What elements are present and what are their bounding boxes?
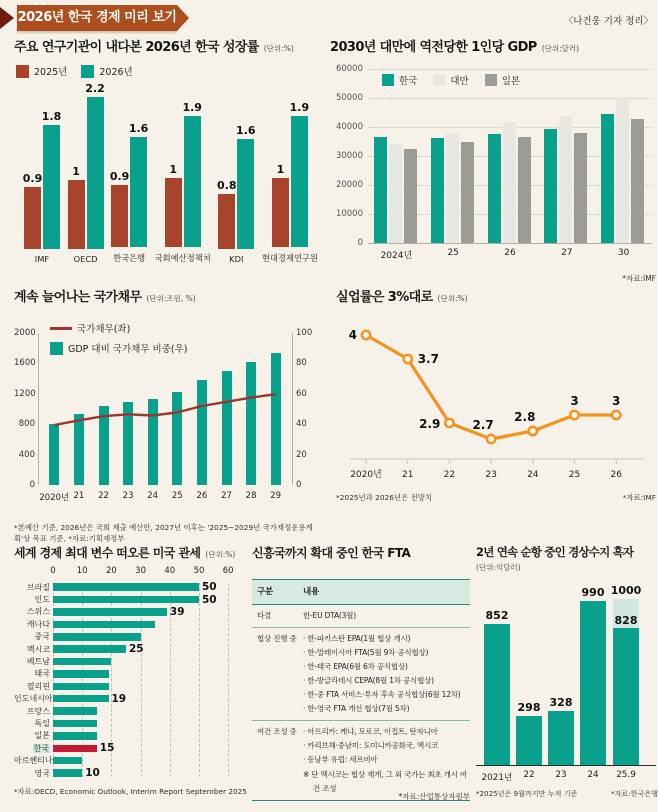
x-tick-label: 60 [222,566,234,576]
bar [109,169,130,247]
legend-label: 국가채무(좌) [77,324,131,335]
y-tick-label-left: 800 [18,419,35,430]
section-head [336,286,656,305]
bar-total-label: 328 [549,695,573,709]
footnote: *2025년과 2026년은 전망치 [336,493,432,502]
legend-item [382,73,417,87]
bar-value-label: 1.9 [182,100,202,114]
legend [382,73,520,87]
content-note: ※ 단 멕시코는 협상 재개, 그 외 국가는 최초 개시 여건 조성 [303,770,467,793]
bar [484,624,510,765]
point-value-label: 3.7 [417,352,439,366]
bar [53,645,126,653]
column-header: 구분 [257,587,274,597]
country-label: 브라질 [26,582,50,592]
point-value-label: 2.9 [419,417,441,431]
fta-table [252,579,470,801]
section-current-account [476,544,658,799]
data-point-marker [445,419,453,427]
page-title: 2026년 한국 경제 미리 보기 [17,5,177,31]
x-tick-label: 25 [171,491,183,501]
table-header-row [252,580,470,605]
bar-value-label: 1.6 [236,123,256,137]
legend-label: GDP 대비 국가채무 비중(우) [68,344,188,355]
legend-label: 한국 [399,76,418,87]
bar [574,133,587,244]
legend [16,64,326,78]
point-value-label: 3 [612,394,621,408]
bar [488,134,501,243]
legend-label: 대만 [450,76,469,87]
section-title: 세계 경제 최대 변수 떠오른 미국 관세 [14,546,201,560]
tariff-row [14,730,246,742]
y-tick-label-right: 20 [296,449,307,460]
data-point-marker [570,411,578,419]
legend-swatch [50,342,63,355]
bar [272,163,289,247]
country-label: 필리핀 [26,681,50,691]
tariff-row [14,754,246,766]
bar [631,119,644,243]
baseline [476,765,656,766]
x-tick-label: 40 [164,566,176,576]
legend-item [50,321,130,335]
bar-group [261,100,318,264]
tariff-row [14,655,246,667]
gridline [368,98,652,99]
content-item: · 한-파키스탄 EPA(1월 협상 개시) [303,634,411,643]
bar-group [109,121,149,264]
legend-swatch [81,65,94,78]
y-tick-label-left: 2000 [14,328,36,338]
country-label: 멕시코 [26,644,50,654]
bar [53,670,109,678]
x-tick-label: 24 [527,470,539,480]
bar [53,683,109,691]
growth-chart [14,64,326,264]
bar [503,122,516,243]
bar [544,129,557,243]
category-label: 한국은행 [113,253,146,263]
bar [461,142,474,243]
bar [559,116,572,243]
category-label: KDI [229,254,244,264]
bar [85,82,105,249]
bar [53,720,97,728]
x-tick-label: 30 [617,248,630,258]
x-tick-label: 2024년 [380,251,413,261]
bar-pair [22,109,62,249]
gridline [368,69,652,70]
x-tick-label: 23 [485,470,497,480]
unit-label: (단위:억달러) [476,563,521,572]
table-row [252,628,470,721]
gridline [368,243,652,244]
bar-group [22,109,62,264]
legend-label: 2026년 [99,67,133,78]
bar [53,658,111,666]
bar-value-label: 1.6 [128,121,149,135]
tariff-chart [14,566,246,779]
bar-value-label: 50 [202,581,217,594]
tariff-rows [14,581,246,779]
tariff-row [14,631,246,643]
tariff-row [14,767,246,779]
section-title: 주요 연구기관이 내다본 2026년 한국 성장률 [14,40,259,55]
bar [53,732,97,740]
section-head [14,286,326,305]
x-tick-label: 2021년 [481,773,513,783]
bar-value-label: 10 [85,767,100,780]
x-tick-label: 29 [270,491,282,501]
x-tick-label: 22 [523,770,535,780]
country-label: 태국 [34,669,50,679]
legend-item [81,64,132,78]
x-tick-label: 26 [196,491,208,501]
x-tick-label: 50 [193,566,205,576]
x-tick-label: 25 [568,470,581,480]
section-national-debt [14,286,326,544]
x-tick-label: 23 [122,491,134,501]
bar-value-label: 0.8 [217,178,237,192]
bar-total-label: 852 [485,608,509,622]
content-item: · 카리브해·중남미: 도미니카공화국, 멕시코 [303,741,439,750]
legend-item [433,73,468,87]
bar [128,121,149,247]
bar-value-label: 2.2 [85,82,105,96]
tariff-row [14,680,246,692]
section-title: 계속 늘어나는 국가채무 [14,290,142,305]
data-point-marker [529,427,537,435]
table-row [252,605,470,628]
country-label: 스위스 [26,607,50,617]
y-tick-label-right: 0 [296,480,302,490]
unit-label: (단위:%) [205,550,236,559]
current-account-chart [476,575,658,783]
bar-value-label: 0.9 [109,169,130,183]
y-tick-label: 0 [357,238,363,248]
page-banner [0,5,200,32]
x-tick-label: 26 [610,470,622,480]
bar [53,745,97,753]
legend-item [50,341,187,355]
y-tick-label-right: 80 [296,358,307,369]
bar [68,165,85,249]
bar [446,133,459,243]
section-head [14,36,326,55]
bar [53,695,109,703]
row-label: 협상 진행 중 [257,634,297,643]
data-point-marker [404,355,412,363]
bar-value-label: 1 [72,165,80,178]
country-label [14,743,53,754]
x-tick-label: 27 [561,248,573,258]
bar-pair [272,100,310,247]
y-tick-label: 10000 [335,209,363,219]
bar-value-label: 1.9 [289,100,310,114]
section-title: 실업률은 3%대로 [336,290,433,305]
bar [165,163,182,247]
x-tick-label: 23 [555,770,567,780]
country-label: 아르헨티나 [14,756,53,766]
category-label: 현대경제연구원 [261,253,318,263]
bar-value-label: 1 [276,163,285,176]
point-value-label: 2.8 [514,410,536,424]
x-tick-label: 30 [135,566,146,576]
tariff-row [14,705,246,717]
bar [516,716,542,766]
footnote: *2025년은 9월까지만 누적 기준 [476,789,578,798]
tariff-row [14,606,246,618]
bar [53,621,155,629]
section-fta [252,544,470,802]
tariff-row [14,717,246,729]
bar [548,711,574,765]
x-tick-label: 22 [443,470,456,480]
bar-pair [68,82,105,249]
country-label: 인도네시아 [14,694,53,704]
bar-group [217,123,256,264]
data-point-marker [362,331,370,339]
banner-chevron-icon [0,7,14,29]
y-tick-label-left: 1600 [14,358,36,369]
category-label: OECD [73,254,98,264]
bar-value-label: 50 [202,593,217,606]
section-title: 신흥국까지 확대 중인 한국 FTA [252,546,411,560]
bar [518,137,531,243]
section-head [14,544,246,561]
row-content [303,632,470,716]
category-label: 국회예산정책처 [154,253,211,263]
row-content [303,725,470,796]
bar-value-label: 828 [614,613,638,627]
unit-label: (단위:달러) [541,44,580,53]
bar [601,114,614,243]
legend-line-swatch [50,327,72,330]
x-tick-label: 24 [587,770,599,780]
y-tick-label: 30000 [335,151,363,161]
point-value-label: 3 [570,394,579,408]
unemployment-svg [336,307,652,485]
tariff-row [14,593,246,605]
content-item: 한-EU DTA(3월) [303,611,356,620]
content-item: · 한-방글라데시 CEPA(8월 1차 공식협상) [303,676,434,685]
content-item: · 한-영국 FTA 개선 협상(7월 5차) [303,704,410,713]
bar [613,628,639,765]
y-tick-label-right: 40 [296,419,307,430]
y-tick-label-left: 400 [18,449,35,460]
section-title: 2년 연속 순항 중인 경상수지 흑자 [476,545,634,559]
bar-total-label: 990 [581,585,605,599]
x-tick-label: 27 [221,491,232,501]
source-label: *자료:한국은행 [610,789,658,798]
section-unemployment [336,286,656,504]
bar [182,100,202,247]
content-item: · 한-중 FTA 서비스·투자 후속 공식협상(6월 12차) [303,690,461,699]
bar [289,100,310,247]
section-head [330,36,656,55]
x-tick-label: 25.9 [616,770,636,780]
growth-plot [14,82,326,264]
category-label: IMF [34,254,50,264]
bar [22,171,43,249]
y-tick-label-right: 100 [296,328,313,338]
bar [53,608,167,616]
bar [616,97,629,243]
bar-total-label: 1000 [610,584,642,597]
bar-pair [109,121,149,247]
table-row [252,721,470,801]
tariff-row [14,581,246,593]
bar-value-label: 0.9 [22,171,43,185]
x-tick-label: 26 [504,248,516,258]
fta-table-body [252,579,470,801]
bar [404,149,417,243]
country-label: 프랑스 [26,706,50,716]
country-label: 일본 [34,731,50,741]
x-tick-label: 24 [147,491,159,501]
unit-label: (단위:조원, %) [146,294,196,303]
legend-swatch [16,65,29,78]
unemployment-chart [336,307,656,485]
section-gdp-per-capita [330,36,656,284]
debt-line [54,394,275,425]
x-tick-label: 20 [105,566,117,576]
y-tick-label-left: 0 [29,480,35,490]
bar [389,144,402,243]
tariff-row [14,742,246,754]
y-tick-label-left: 1200 [14,388,36,399]
bar-group [154,100,211,264]
bar [236,123,256,249]
country-label: 독일 [34,718,50,728]
footnote: *본예산 기준, 2026년은 국회 제출 예산안, 2027년 이후는 '2025~2029년 국가재정운용계획'상 목표 기준, *자료:기획재정부 [14,523,313,543]
country-label: 캐나다 [26,619,50,629]
legend-label: 2025년 [34,67,68,78]
bar-pair [165,100,202,247]
legend-swatch [382,74,394,86]
x-tick-label: 21 [401,470,414,480]
section-head [476,544,658,560]
country-label: 인도 [34,595,50,605]
source-label: *자료:IMF [622,493,656,502]
content-item: · 아프리카: 케냐, 모로코, 이집트, 탄자니아 [303,727,438,736]
data-point-marker [487,435,495,443]
content-item: · 동남부 유럽: 세르비아 [303,755,378,764]
y-tick-label: 20000 [335,180,363,190]
bar-pair [217,123,256,249]
tariff-row [14,643,246,655]
gdp-chart [330,61,656,273]
bar [374,137,387,243]
section-head [252,544,470,561]
unit-label: (단위:%) [263,44,294,53]
x-tick-label: 22 [98,491,109,501]
bar-value-label: 19 [111,692,127,705]
row-content [303,609,470,623]
point-value-label: 2.7 [472,418,494,432]
bar [431,138,444,243]
point-value-label: 4 [348,328,357,342]
bar-value-label: 1 [169,163,178,176]
x-tick-label: 2020년 [39,493,70,503]
country-label: 베트남 [26,657,50,667]
bar-value-label: 1.8 [41,109,62,123]
bar-value-label: 25 [129,643,144,656]
bar [53,633,141,641]
banner-arrow-icon [177,5,189,31]
bar [53,596,199,604]
content-item: · 한-말레이시아 FTA(5월 9차 공식협상) [303,648,429,657]
source-label: *자료:OECD, Economic Outlook, Interim Report September 2025 [14,787,247,797]
x-tick-label: 21 [73,491,85,501]
content-item: · 한-태국 EPA(6월 6차 공식협상) [303,662,408,671]
bar-total-label: 298 [517,700,541,714]
section-title: 2030년 대만에 역전당한 1인당 GDP [330,40,537,55]
row-label: 타결 [257,611,272,620]
bar [53,757,82,765]
bar-value-label: 15 [99,742,115,755]
bar-group [68,82,105,264]
debt-chart [14,309,326,523]
legend-swatch [485,74,497,86]
data-point-marker [612,411,620,419]
bar-value-label: 39 [169,605,185,618]
section-us-tariffs [14,544,246,798]
bar [53,707,97,715]
highlighted-country-label: 한국 [33,743,49,753]
source-label: *자료:IMF [622,274,656,283]
bar [580,601,606,765]
bar [53,583,199,591]
tariff-row [14,618,246,630]
x-tick-label: 0 [50,566,56,576]
legend-swatch [433,74,445,86]
legend-item [485,73,520,87]
section-growth-forecast [14,36,326,264]
x-tick-label: 25 [447,248,459,258]
row-label: 여건 조성 중 [257,727,297,736]
y-tick-label-right: 60 [296,388,307,399]
bar [53,769,82,777]
country-label: 영국 [34,768,50,778]
x-tick-label: 28 [245,491,257,501]
unit-label: (단위:%) [437,294,468,303]
tariff-row [14,693,246,705]
x-tick-label: 10 [76,566,88,576]
column-header: 내용 [303,587,320,597]
y-tick-label: 60000 [335,64,363,74]
bar [41,109,62,249]
bar [217,178,237,249]
y-tick-label: 50000 [335,93,363,103]
source-label: *자료:산업통상자원부 [398,792,470,801]
x-tick-label: 2020년 [350,470,382,480]
y-tick-label: 40000 [335,122,363,132]
country-label: 중국 [34,632,50,642]
reporter-credit: 〈나건웅 기자 정리〉 [563,16,653,27]
tariff-row [14,668,246,680]
legend-item [16,64,67,78]
tariff-axis [14,566,246,579]
legend-label: 일본 [501,76,521,87]
